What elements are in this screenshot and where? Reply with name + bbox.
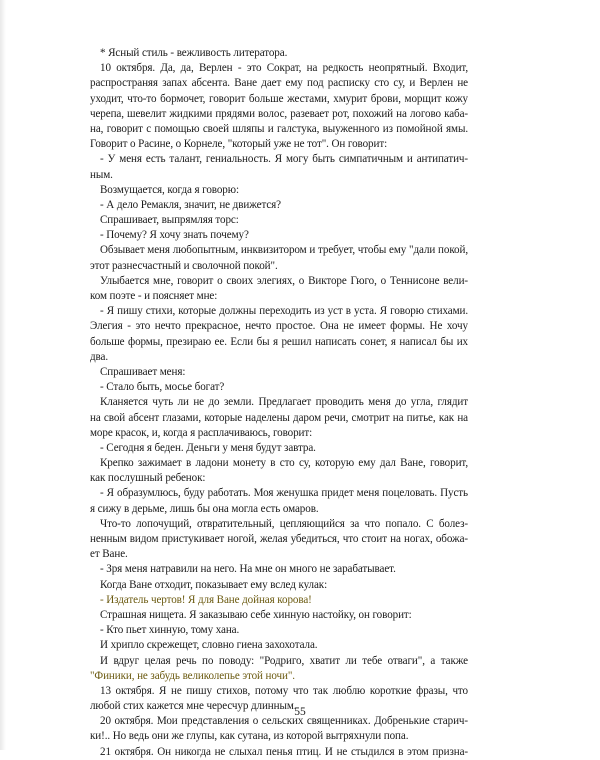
text-line: - Издатель чертов! Я для Ване дойная корова!	[100, 593, 312, 606]
text-line: распространяя запах абсента. Ване дает ему под расписку сто су, и Верлен не	[90, 77, 468, 90]
text-line: Спрашивает меня:	[100, 365, 186, 378]
text-line: 10 октября. Да, да, Верлен - это Сократ, на редкость неопрятный. Входит,	[100, 62, 468, 75]
text-line: - Сегодня я беден. Деньги у меня будут завтра.	[100, 441, 316, 454]
text-line: - Я образумлюсь, буду работать. Моя женушка придет меня поцеловать. Пусть	[100, 487, 468, 500]
text-line: Страшная нищета. Я заказываю себе хинную настойку, он говорит:	[100, 608, 412, 621]
text-line: этот разнесчастный и сволочной покой".	[90, 259, 278, 272]
text-line: черепа, шевелит жидкими прядями волос, разевает рот, похожий на логово каба-	[90, 107, 468, 120]
text-line: Крепко зажимает в ладони монету в сто су, которую ему дал Ване, говорит,	[100, 457, 468, 470]
text-line: И хрипло скрежещет, словно гиена захохотала.	[100, 639, 318, 652]
text-line: Спрашивает, выпрямляя торс:	[100, 214, 239, 227]
text-line: я сижу в дерьме, лишь бы она могла есть омаров.	[90, 502, 319, 515]
text-line: Улыбается мне, говорит о своих элегиях, о Викторе Гюго, о Теннисоне вели-	[100, 274, 468, 287]
text-line: ным.	[90, 168, 113, 181]
text-line: Возмущается, когда я говорю:	[100, 183, 239, 196]
text-line: море красок, и, когда я расплачиваюсь, говорит:	[90, 426, 313, 439]
text-line: - Кто пьет хинную, тому хана.	[100, 624, 240, 637]
text-line: как послушный ребенок:	[90, 472, 206, 485]
text-line: Что-то лопочущий, отвратительный, цепляющийся за что попало. С болез-	[100, 517, 468, 530]
page-number: 55	[294, 706, 306, 718]
text-line: любой стих кажется мне чересчур длинным.	[90, 700, 297, 713]
text-line: ненным видом пристукивает ногой, желая убедиться, что стоит на ногах, обожа-	[90, 533, 468, 545]
text-line: Кланяется чуть ли не до земли. Предлагает проводить меня до угла, глядит	[100, 396, 468, 409]
text-line: - Стало быть, мосье богат?	[100, 381, 225, 394]
text-line: на свой абсент глазами, которые наделены даром речи, смотрит на питье, как на	[90, 411, 468, 424]
text-line: больше формы, презираю ее. Если бы я решил написать сонет, я написал бы их	[90, 335, 468, 348]
text-line: 21 октября. Он никогда не слыхал пенья птиц. И не стыдился в этом призна-	[100, 745, 468, 758]
text-line: 13 октября. Я не пишу стихов, потому что так люблю короткие фразы, что	[100, 684, 468, 697]
text-line: И вдруг целая речь по поводу: "Родриго, хватит ли тебе отваги", а также	[100, 654, 468, 667]
page-left-shadow	[0, 0, 6, 750]
text-line: - Я пишу стихи, которые должны переходить из уст в уста. Я говорю стихами.	[100, 305, 468, 318]
text-line: * Ясный стиль - вежливость литератора.	[100, 47, 288, 59]
text-line: ет Ване.	[90, 548, 128, 561]
text-line: "Финики, не забудь великолепье этой ночи".	[90, 669, 295, 682]
text-line: на, говорит с помощью своей шляпы и галстука, выуженного из помойной ямы.	[90, 122, 468, 135]
body-text	[90, 46, 468, 760]
text-line: Когда Ване отходит, показывает ему вслед кулак:	[100, 578, 328, 591]
text-line: два.	[90, 350, 109, 363]
text-line: ки!.. Но ведь они же глупы, как сутана, из которой вытряхнули попа.	[90, 730, 409, 743]
text-line: ком поэте - и поясняет мне:	[90, 290, 218, 302]
text-line: Говорит о Расине, о Корнеле, "который уже не тот". Он говорит:	[90, 138, 388, 151]
text-line: Элегия - это нечто прекрасное, нечто простое. Она не имеет формы. Не хочу	[90, 320, 468, 333]
text-line: - Зря меня натравили на него. На мне он много не зарабатывает.	[100, 563, 396, 576]
text-line: - Почему? Я хочу знать почему?	[100, 229, 249, 242]
text-line: - А дело Ремакля, значит, не движется?	[100, 198, 281, 211]
text-line: уходит, что-то бормочет, говорит больше жестами, хмурит брови, морщит кожу	[90, 92, 468, 105]
text-line: Обзывает меня любопытным, инквизитором и требует, чтобы ему "дали покой,	[100, 244, 468, 257]
text-line: 20 октября. Мои представления о сельских священниках. Добренькие старич-	[100, 715, 468, 728]
text-line: - У меня есть талант, гениальность. Я могу быть симпатичным и антипатич-	[100, 153, 468, 166]
